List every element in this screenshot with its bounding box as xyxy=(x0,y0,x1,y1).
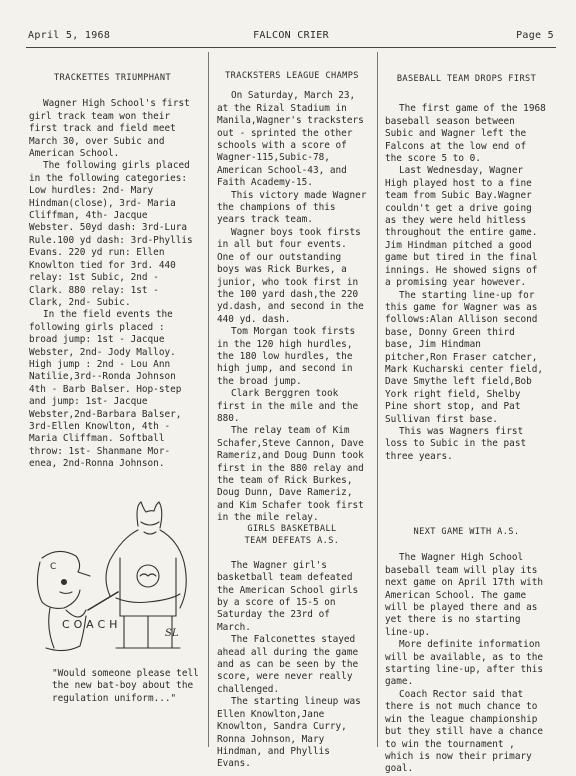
paragraph: The Wagner girl's basketball team defeated the American School girls by a score of 15-5 on Saturday the 23rd of March. xyxy=(217,559,359,633)
article-tracksters xyxy=(217,70,367,525)
article-baseball xyxy=(385,73,548,463)
article-girls-basketball xyxy=(217,523,367,771)
header-rule xyxy=(26,47,556,48)
headline-line: TEAM DEFEATS A.S. xyxy=(244,536,340,547)
issue-date: April 5, 1968 xyxy=(28,30,111,41)
headline: BASEBALL TEAM DROPS FIRST xyxy=(396,74,537,84)
headline: TRACKETTES TRIUMPHANT xyxy=(53,73,172,83)
paragraph: More definite information will be available, as to the starting line-up, after this game. xyxy=(385,639,544,688)
coach-head xyxy=(37,562,80,608)
article-next-game xyxy=(385,526,548,776)
coach-label: COACH xyxy=(62,618,122,631)
page-header xyxy=(28,30,554,44)
artist-signature: SL xyxy=(165,628,179,639)
column-divider xyxy=(377,52,378,747)
page-number: Page 5 xyxy=(516,30,554,41)
paragraph: This victory made Wagner the champions of this years track team. xyxy=(217,189,367,226)
paragraph: The starting line-up for this game for Wagner was as follows:Alan Allison second base, Donny Green third base, Jim Hindman pitcher,Ron Fraser catcher, Mark Kucharski center field, Dave Smythe left field,Bob York right field, Shelby Pine short stop, and Pat Sullivan first base. xyxy=(385,289,544,425)
headline: NEXT GAME WITH A.S. xyxy=(413,527,520,537)
paragraph: The first game of the 1968 baseball season between Subic and Wagner left the Falcons at the low end of the score 5 to 0. xyxy=(385,103,546,165)
paragraph: The relay team of Kim Schafer,Steve Cannon, Dave Rameriz,and Doug Dunn took first in the 880 relay and the team of Rick Burkes, Doug Dunn, Dave Rameriz, and Kim Schafer took first in the mile relay. xyxy=(217,425,364,524)
headline: TRACKSTERS LEAGUE CHAMPS xyxy=(225,71,359,81)
column-divider xyxy=(208,52,209,747)
paragraph: Clark Berggren took first in the mile and the 880. xyxy=(217,388,359,424)
article-trackettes xyxy=(29,72,196,471)
paragraph: The Falconettes stayed ahead all during the game and as can be seen by the score, were never really challenged. xyxy=(217,634,359,695)
paragraph: Tom Morgan took firsts in the 120 high hurdles, the 180 low hurdles, the high jump, and second in the broad jump. xyxy=(217,326,356,387)
paragraph: Wagner High School's first girl track team won their first track and field meet March 30, over Subic and American School. xyxy=(29,98,190,160)
paragraph: On Saturday, March 23, at the Rizal Stadium in Manila,Wagner's tracksters out - sprinted the other schools with a score of Wagner-115,Subic-78, American School-43, and Faith Academy-15. xyxy=(217,90,364,189)
paragraph: The following girls placed in the following categories: Low hurdles: 2nd- Mary Hindman(close), 3rd- Maria Cliffman, 4th- Jacque Webster. 50yd dash: 3rd-Lura Rule.100 yd dash: 3rd-Phyllis Evans. 220 yd run: Ellen Knowlton tied for 3rd. 440 relay: 1st Subic, 2nd - Clark. 880 relay: 1st - Clark, 2nd- Subic. xyxy=(29,160,193,308)
cowl-outline xyxy=(137,502,162,528)
paragraph: The starting lineup was Ellen Knowlton,Jane Knowlton, Sandra Curry, Ronna Johnson, Mary Hindman, and Phyllis Evans. xyxy=(217,696,361,770)
cartoon-caption: "Would someone please tell the new bat-boy about the regulation uniform..." xyxy=(52,668,199,704)
paragraph: Wagner boys took firsts in all but four events. One of our outstanding boys was Rick Burkes, a junior, who took first in the 100 yard dash,the 220 yd.dash, and second in the 440 yd. dash. xyxy=(217,226,364,325)
headline-line: GIRLS BASKETBALL xyxy=(247,524,337,534)
paragraph: Last Wednesday, Wagner High played host to a fine team from Subic Bay.Wagner couldn't get a drive going as they were held hitless throughout the entire game. Jim Hindman pitched a good game but tired in the final innings. He showed signs of a promising year however. xyxy=(385,165,538,289)
newspaper-name: FALCON CRIER xyxy=(253,30,329,41)
cap-outline xyxy=(42,551,80,572)
cap-letter: C xyxy=(50,562,57,572)
paragraph: The Wagner High School baseball team will play its next game on April 17th with American School. The game will be played there and as yet there is no starting line-up. xyxy=(385,552,544,638)
cartoon-illustration xyxy=(20,498,202,664)
paragraph: Coach Rector said that there is not much chance to win the league championship but they still have a chance to win the tournament , which is now their primary goal. xyxy=(385,688,544,775)
paragraph: In the field events the following girls placed : broad jump: 1st - Jacque Webster, 2nd- Jody Malloy. High jump : 2nd - Lou Ann Natilie,3rd--Ronda Johnson 4th - Barb Balser. Hop-step and jump: 1st- Jacque Webster,2nd-Barbara Balser, 3rd-Ellen Knowlton, 4th - Maria Cliffman. Softball throw: 1st- Shanmane Mor-enea, 2nd-Ronna Johnson. xyxy=(29,309,182,470)
paragraph: This was Wagners first loss to Subic in the past three years. xyxy=(385,425,527,462)
bat xyxy=(88,592,118,610)
